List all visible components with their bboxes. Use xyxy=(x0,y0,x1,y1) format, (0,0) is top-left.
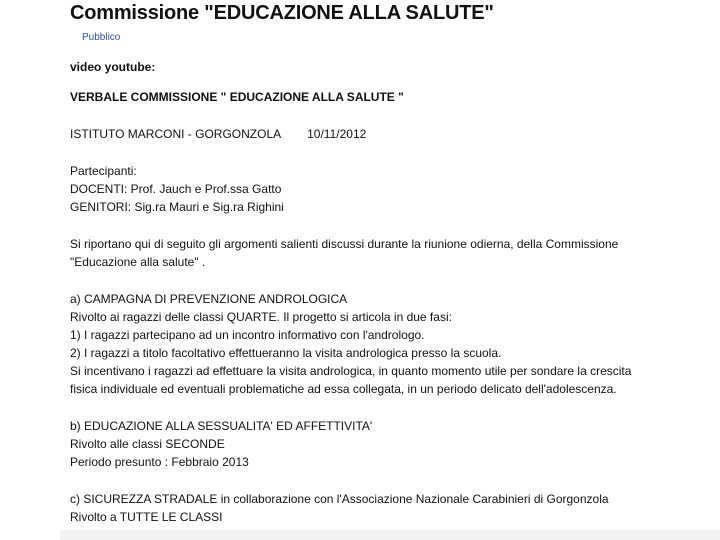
partecipanti-label: Partecipanti: xyxy=(70,164,137,178)
istituto-line xyxy=(70,125,710,143)
section-b-line: Periodo presunto : Febbraio 2013 xyxy=(70,455,249,469)
section-a-line: 1) I ragazzi partecipano ad un incontro informativo con l'andrologo. xyxy=(70,328,425,342)
section-a-line: Rivolto ai ragazzi delle classi QUARTE. Il progetto si articola in due fasi: xyxy=(70,310,452,324)
intro-line-1: Si riportano qui di seguito gli argomenti salienti discussi durante la riunione odierna, della Commissione xyxy=(70,237,619,251)
section-b-heading: b) EDUCAZIONE ALLA SESSUALITA' ED AFFETTIVITA' xyxy=(70,419,373,433)
genitori-line: GENITORI: Sig.ra Mauri e Sig.ra Righini xyxy=(70,200,284,214)
page-title: Commissione "EDUCAZIONE ALLA SALUTE" xyxy=(70,2,494,24)
visibility-link[interactable]: Pubblico xyxy=(82,32,121,43)
section-c-line: Rivolto a TUTTE LE CLASSI xyxy=(70,510,223,524)
document-body xyxy=(70,58,710,540)
bottom-edge xyxy=(60,530,720,540)
intro-line-2: "Educazione alla salute" . xyxy=(70,255,206,269)
istituto-name: ISTITUTO MARCONI - GORGONZOLA xyxy=(70,127,282,141)
section-a-line: fisica individuale ed eventuali problematiche ad essa collegata, in un periodo delicato dell'adolescenza. xyxy=(70,382,617,396)
section-a-heading: a) CAMPAGNA DI PREVENZIONE ANDROLOGICA xyxy=(70,292,348,306)
section-a-line: Si incentivano i ragazzi ad effettuare la visita andrologica, in quanto momento utile per sondare la crescita xyxy=(70,364,632,378)
section-c-heading: c) SICUREZZA STRADALE in collaborazione con l'Associazione Nazionale Carabinieri di Gorgonzola xyxy=(70,492,609,506)
verbale-title: VERBALE COMMISSIONE " EDUCAZIONE ALLA SALUTE " xyxy=(70,90,404,104)
meeting-date: 10/11/2012 xyxy=(307,127,367,141)
section-a-line: 2) I ragazzi a titolo facoltativo effettueranno la visita andrologica presso la scuola. xyxy=(70,346,502,360)
section-b-line: Rivolto alle classi SECONDE xyxy=(70,437,225,451)
video-label: video youtube: xyxy=(70,60,156,74)
docenti-line: DOCENTI: Prof. Jauch e Prof.ssa Gatto xyxy=(70,182,282,196)
